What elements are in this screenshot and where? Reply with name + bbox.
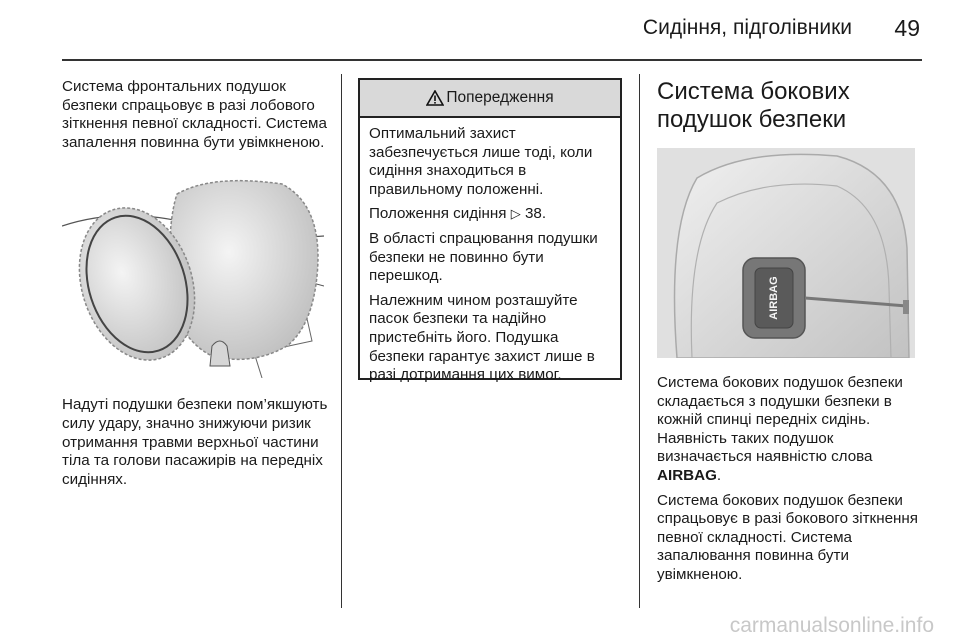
side-airbag-desc xyxy=(657,374,923,486)
column-side-airbags xyxy=(657,78,923,591)
warning-body xyxy=(360,118,620,385)
warning-text-3: В області спрацювання подушки безпеки не повинно бути перешкод. xyxy=(369,229,598,285)
seat-airbag-label-illustration xyxy=(657,148,915,358)
column-divider-left xyxy=(341,74,342,608)
warning-text-1: Оптимальний захист забезпечується лише тоді, коли сидіння знаходиться в правильному положенні. xyxy=(369,125,593,198)
warning-triangle-icon xyxy=(426,90,444,106)
warning-heading: Попередження xyxy=(446,89,554,106)
side-airbag-trigger: Система бокових подушок безпеки спрацьовує в разі бокового зіткнення певної складності. Система запалювання повинна бути увімкненою. xyxy=(657,491,919,583)
side-airbag-desc-end: . xyxy=(716,466,722,484)
header-title: Сидіння, підголівники xyxy=(642,16,852,39)
front-airbag-effect: Надуті подушки безпеки пом’якшують силу удару, значно знижуючи ризик отримання травми верхньої частини тіла та голови пасажирів на передніх сидіннях. xyxy=(62,396,328,488)
front-airbag-illustration xyxy=(62,166,324,378)
passenger-airbag-shape xyxy=(170,181,318,360)
column-front-airbags xyxy=(62,78,330,495)
front-airbag-intro: Система фронтальних подушок безпеки спрацьовує в разі лобового зіткнення певної складності. Система запалення повинна бути увімкненою. xyxy=(62,78,327,151)
airbag-word-bold: AIRBAG xyxy=(657,466,717,484)
header-rule xyxy=(62,59,922,61)
warning-header xyxy=(360,80,620,118)
seat-position-page-link[interactable]: 38. xyxy=(524,205,547,223)
column-divider-right xyxy=(639,74,640,608)
side-airbag-desc-lead: Система бокових подушок безпеки складається з подушки безпеки в кожній спинці передніх сидінь. Наявність таких подушок визначається наявністю слова xyxy=(657,374,903,466)
warning-text-2 xyxy=(369,205,611,224)
warning-text-2-label: Положення сидіння xyxy=(369,205,507,223)
warning-text-4: Належним чином розташуйте пасок безпеки та надійно пристебніть його. Подушка безпеки гарантує захист лише в разі дотримання цих вимог. xyxy=(369,291,595,384)
side-airbag-title: Система бокових подушок безпеки xyxy=(657,78,850,133)
page-number: 49 xyxy=(894,15,920,41)
warning-box xyxy=(358,78,622,384)
airbag-seat-label: AIRBAG xyxy=(767,276,780,320)
watermark: carmanualsonline.info xyxy=(729,614,934,637)
page-ref-arrow-icon: ▷ xyxy=(510,206,521,222)
